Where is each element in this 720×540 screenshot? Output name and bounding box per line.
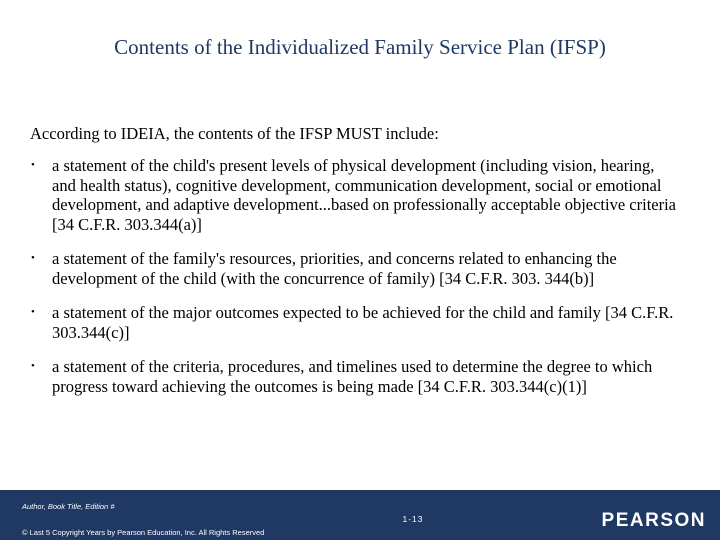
list-item — [30, 156, 680, 234]
bullet-icon: • — [31, 306, 35, 318]
list-item-text: a statement of the family's resources, priorities, and concerns related to enhancing the development of the child (with the concurrence of family) [34 C.F.R. 303. 344(b)] — [52, 249, 617, 288]
list-item — [30, 249, 680, 288]
list-item — [30, 303, 680, 342]
list-item — [30, 357, 680, 396]
bullet-icon: • — [31, 159, 35, 171]
bullet-icon: • — [31, 252, 35, 264]
pearson-logo: PEARSON — [601, 510, 706, 531]
footer-bar — [0, 490, 720, 540]
slide-title: Contents of the Individualized Family Service Plan (IFSP) — [114, 35, 606, 59]
page-number: 1-13 — [402, 514, 424, 524]
intro-text: According to IDEIA, the contents of the IFSP MUST include: — [30, 124, 439, 143]
list-item-text: a statement of the criteria, procedures, and timelines used to determine the degree to which progress toward achieving the outcomes is being made [34 C.F.R. 303.344(c)(1)] — [52, 357, 653, 396]
bullet-list — [30, 156, 680, 411]
footer-copyright: © Last 5 Copyright Years by Pearson Education, Inc. All Rights Reserved — [22, 528, 265, 537]
list-item-text: a statement of the major outcomes expected to be achieved for the child and family [34 C.F.R. 303.344(c)] — [52, 303, 674, 342]
list-item-text: a statement of the child's present levels of physical development (including vision, hearing, and health status), cognitive development, communication development, social or emotional development, and adaptive development...based on professionally acceptable objective criteria [34 C.F.R. 303.344(a)] — [52, 156, 677, 234]
footer-book-info: Author, Book Title, Edition # — [22, 502, 115, 511]
bullet-icon: • — [31, 360, 35, 372]
